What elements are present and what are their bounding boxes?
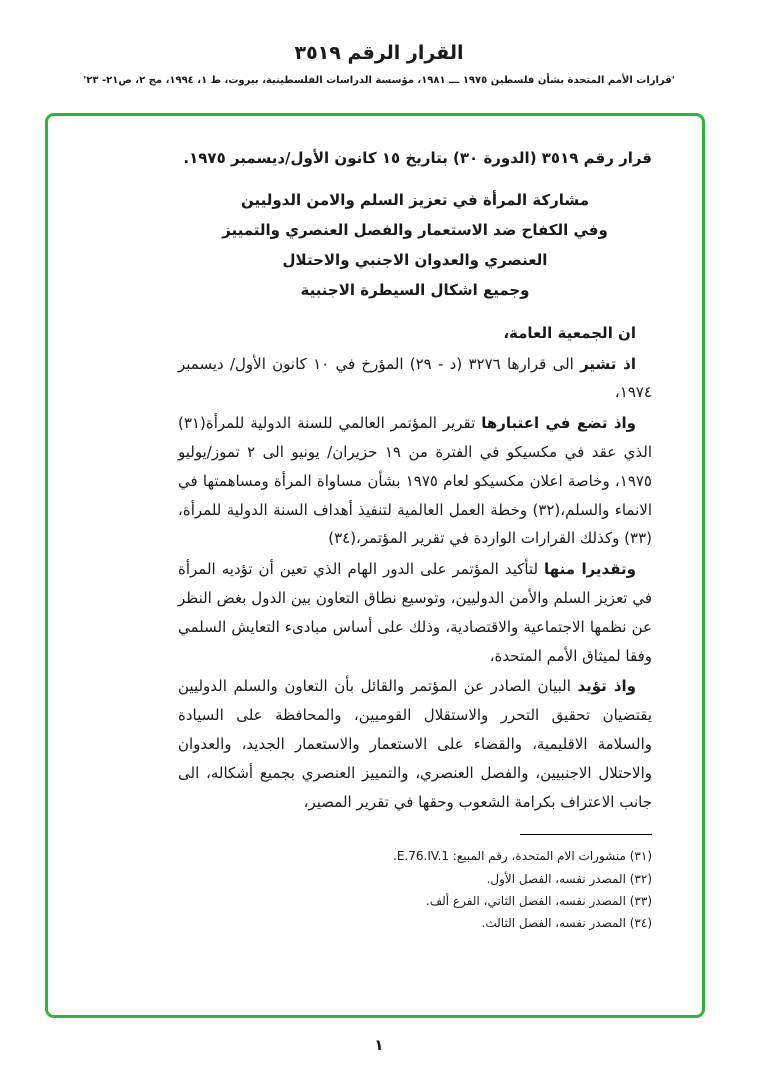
paragraph-lead: اذ تشير	[580, 354, 636, 373]
page-number: ١	[374, 1036, 384, 1054]
paragraph-text: لتأكيد المؤتمر على الدور الهام الذي تعين أن تؤديه المرأة في تعزيز السلم والأمن الدوليين، وتوسيع نطاق التعاون بين الدول بغض النظر عن نظمها الاجتماعية والاقتصادية، وذلك على أساس مبادىء التعايش السلمي وفقا لميثاق الأمم المتحدة،	[178, 560, 652, 665]
paragraph-lead: واذ تضع في اعتبارها	[481, 414, 636, 433]
resolution-body	[178, 144, 652, 934]
footnote: (٣١) منشورات الام المتحدة، رقم المبيع: E.76.IV.1.	[393, 849, 652, 864]
resolution-heading-line: وجميع اشكال السيطرة الاجنبية	[300, 280, 530, 299]
resolution-heading-line: وفي الكفاح ضد الاستعمار والفصل العنصري والتمييز	[222, 220, 608, 239]
resolution-heading	[178, 185, 652, 305]
resolution-heading-line: العنصري والعدوان الاجنبي والاحتلال	[282, 250, 548, 269]
resolution-heading-line: مشاركة المرأة في تعزيز السلم والامن الدوليين	[240, 190, 589, 209]
paragraph-text: البيان الصادر عن المؤتمر والقائل بأن التعاون والسلم الدوليين يقتضيان تحقيق التحرر والاستقلال القوميين، والمحافظة على السيادة والسلامة الاقليمية، والقضاء على الاستعمار والاستعمار الجديد، والعدوان والاحتلال الاجنبيين، والفصل العنصري، والتمييز العنصري بجميع أشكاله، الى جانب الاعتراف بكرامة الشعوب وحقها في تقرير المصير،	[178, 677, 652, 811]
paragraph-lead: وتقديرا منها	[544, 560, 636, 579]
paragraph-text: الى قرارها ٣٢٧٦ (د - ٢٩) المؤرخ في ١٠ كانون الأول/ ديسمبر ١٩٧٤،	[178, 354, 652, 402]
footnote-separator	[520, 834, 652, 835]
preamble-opening: ان الجمعية العامة،	[503, 323, 636, 342]
source-citation: 'قرارات الأمم المتحدة بشأن فلسطين ١٩٧٥ ـــ ١٩٨١، مؤسسة الدراسات الفلسطينية، بيروت، ط ١، ١٩٩٤، مج ٢، ص٢١- ٢٣'	[83, 75, 675, 86]
footnote: (٣٢) المصدر نفسه، الفصل الأول.	[486, 871, 652, 886]
preamble-paragraph	[178, 409, 652, 553]
preamble-paragraph	[178, 672, 652, 816]
resolution-intro: قرار رقم ٣٥١٩ (الدورة ٣٠) بتاريخ ١٥ كانون الأول/ديسمبر ١٩٧٥.	[183, 149, 652, 167]
footnote: (٣٣) المصدر نفسه، الفصل الثاني، الفرع ألف.	[425, 893, 652, 908]
footnotes	[178, 834, 652, 934]
preamble-paragraph	[178, 555, 652, 670]
page-header	[0, 42, 758, 86]
paragraph-text: تقرير المؤتمر العالمي للسنة الدولية للمرأة(٣١) الذي عقد في مكسيكو في الفترة من ١٩ حزيران/ يونيو الى ٢ تموز/يوليو ١٩٧٥، وخاصة اعلان مكسيكو لعام ١٩٧٥ بشأن مساواة المرأة ومساهمتها في الانماء والسلم،(٣٢) وخطة العمل العالمية لتنفيذ أهداف السنة الدولية للمرأة،(٣٣) وكذلك القرارات الواردة في تقرير المؤتمر،(٣٤)	[178, 414, 652, 548]
page-title: القرار الرقم ٣٥١٩	[294, 42, 464, 64]
content-frame	[45, 113, 705, 1018]
preamble-paragraph	[178, 350, 652, 408]
paragraph-lead: واذ تؤيد	[577, 677, 636, 696]
footnote: (٣٤) المصدر نفسه، الفصل الثالث.	[481, 915, 652, 930]
